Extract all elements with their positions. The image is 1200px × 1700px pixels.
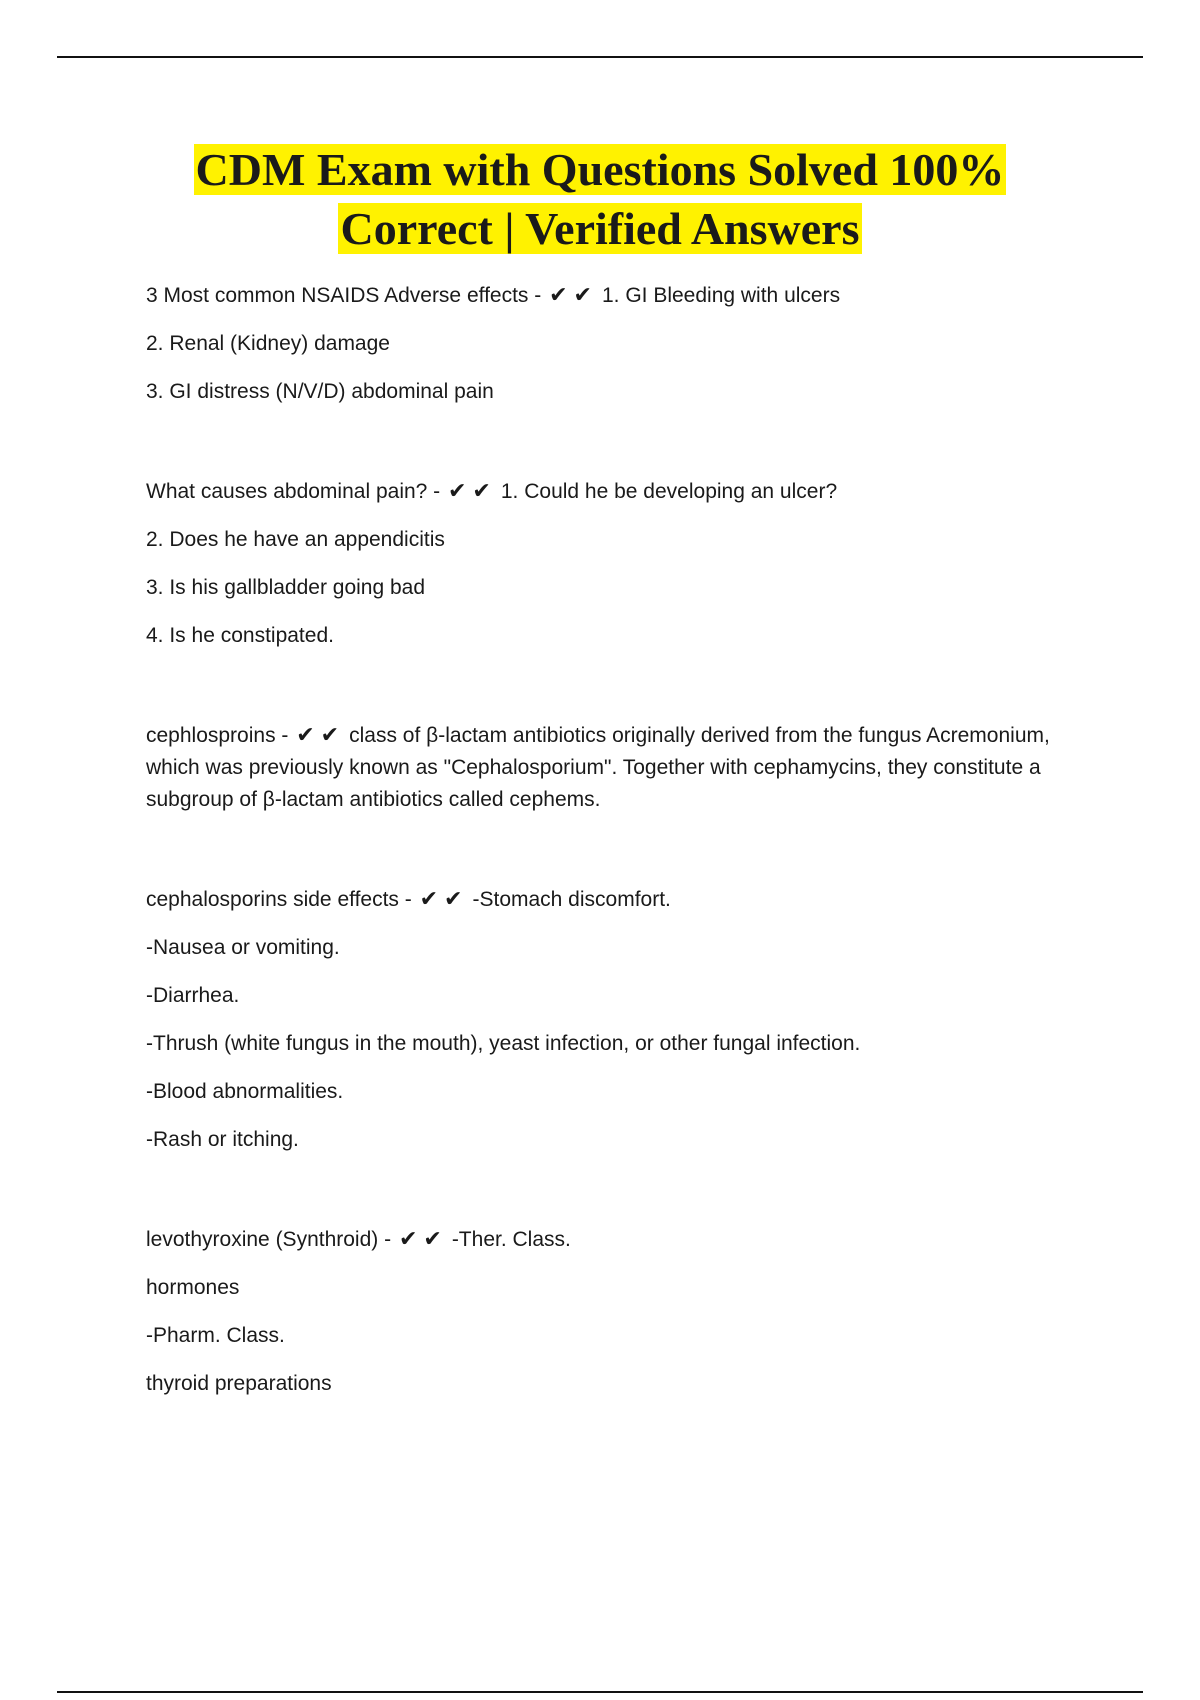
question-text: What causes abdominal pain? - <box>146 480 446 503</box>
top-rule <box>57 56 1143 58</box>
double-check-icon: ✔✔ <box>549 283 598 308</box>
qa-item <box>146 476 1076 652</box>
qa-item <box>146 280 1076 408</box>
answer-line: -Thrush (white fungus in the mouth), yeast infection, or other fungal infection. <box>146 1032 861 1055</box>
qa-first-line <box>146 280 1076 312</box>
bottom-rule <box>57 1691 1143 1693</box>
answer-line: 2. Renal (Kidney) damage <box>146 332 390 355</box>
answer-line: 4. Is he constipated. <box>146 624 334 647</box>
question-text: levothyroxine (Synthroid) - <box>146 1228 397 1251</box>
qa-list <box>146 280 1076 1468</box>
answer-line: -Blood abnormalities. <box>146 1080 344 1103</box>
answer-line: -Rash or itching. <box>146 1128 299 1151</box>
answer-line: hormones <box>146 1276 240 1299</box>
answer-text: -Ther. Class. <box>451 1228 571 1251</box>
answer-line: 3. GI distress (N/V/D) abdominal pain <box>146 380 494 403</box>
double-check-icon: ✔✔ <box>419 887 469 912</box>
answer-line: thyroid preparations <box>146 1372 332 1395</box>
question-text: cephlosproins - <box>146 724 295 747</box>
double-check-icon: ✔✔ <box>398 1227 448 1252</box>
answer-text: class of β-lactam antibiotics originally derived from the fungus Acremonium, which was previously known as "Cephalosporium". Together with cephamycins, they constitute a subgroup of β-lactam antibiotics called cephems. <box>146 724 1056 811</box>
answer-line: -Pharm. Class. <box>146 1324 285 1347</box>
qa-first-line <box>146 884 1076 916</box>
document-title <box>0 140 1200 258</box>
title-line-2: Correct | Verified Answers <box>340 203 860 254</box>
qa-item <box>146 720 1076 816</box>
qa-item <box>146 1224 1076 1400</box>
question-text: cephalosporins side effects - <box>146 888 418 911</box>
qa-first-line <box>146 720 1076 816</box>
answer-line: 2. Does he have an appendicitis <box>146 528 445 551</box>
question-text: 3 Most common NSAIDS Adverse effects - <box>146 284 548 307</box>
answer-line: -Diarrhea. <box>146 984 240 1007</box>
title-line-1: CDM Exam with Questions Solved 100% <box>195 144 1005 195</box>
answer-text: -Stomach discomfort. <box>472 888 671 911</box>
double-check-icon: ✔✔ <box>448 479 497 504</box>
answer-text: 1. Could he be developing an ulcer? <box>500 480 838 503</box>
double-check-icon: ✔✔ <box>296 723 346 748</box>
answer-line: -Nausea or vomiting. <box>146 936 340 959</box>
qa-item <box>146 884 1076 1156</box>
answer-text: 1. GI Bleeding with ulcers <box>601 284 841 307</box>
answer-line: 3. Is his gallbladder going bad <box>146 576 426 599</box>
qa-first-line <box>146 1224 1076 1256</box>
qa-first-line <box>146 476 1076 508</box>
